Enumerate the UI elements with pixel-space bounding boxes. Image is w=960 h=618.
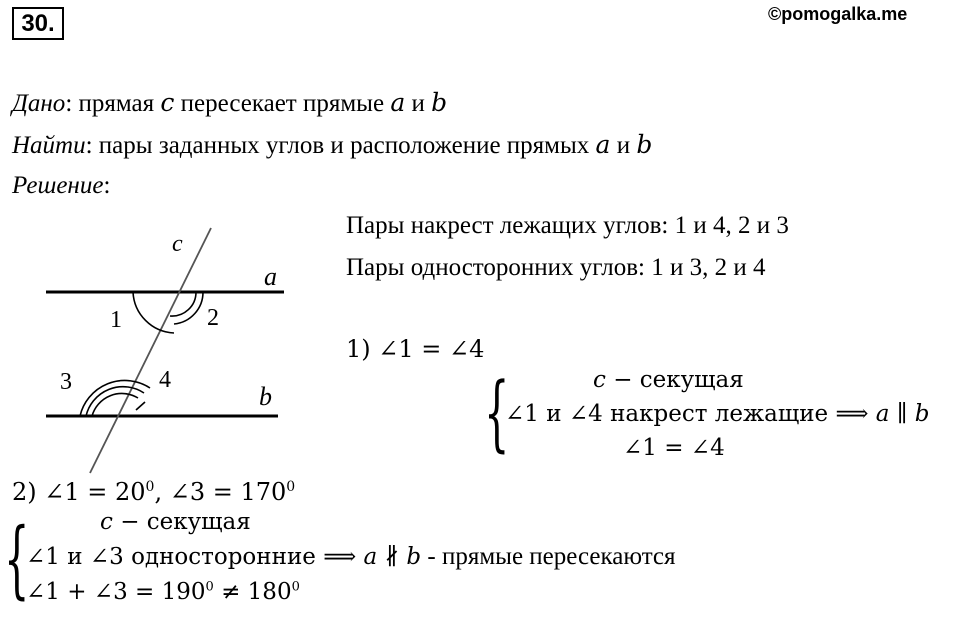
label-angle-2: 2	[207, 305, 219, 331]
case2-line-2	[26, 543, 676, 571]
case2-heading-prefix: 2) ∠1 = 20	[12, 478, 146, 506]
case2-line-3-prefix: ∠1 + ∠3 = 190	[26, 579, 206, 605]
case2-line-1: 𝑐 − секущая	[100, 509, 251, 535]
case2-line-3	[26, 579, 300, 605]
case2-line-2-math: ∠1 и ∠3 односторонние ⟹ 𝑎 ∦ 𝑏	[26, 544, 422, 570]
case2-heading	[12, 478, 295, 506]
angle-4-tick	[136, 402, 145, 410]
pairs-alternate: Пары накрест лежащих углов: 1 и 4, 2 и 3	[346, 212, 789, 239]
label-angle-3: 3	[60, 369, 72, 395]
case1-line-3: ∠1 = ∠4	[623, 435, 725, 461]
find-text-1: : пары заданных углов и расположение прямых	[85, 132, 596, 159]
find-text-2: и	[610, 132, 637, 159]
label-angle-1: 1	[110, 307, 122, 333]
case1-heading: 1) ∠1 = ∠4	[346, 335, 485, 363]
find-label: Найти	[12, 132, 86, 159]
given-label: Дано	[12, 90, 66, 117]
case2-degree-3: 0	[205, 579, 214, 595]
solution-label: Решение	[12, 172, 104, 199]
line-c	[90, 228, 211, 473]
label-angle-4: 4	[159, 367, 171, 393]
given-text-1: : прямая	[65, 90, 161, 117]
watermark: ©pomogalka.me	[768, 4, 908, 24]
find-var-a: a	[595, 130, 611, 159]
given-text-3: и	[405, 90, 432, 117]
solution-line	[12, 172, 110, 200]
case2-line-2-tail: - прямые пересекаются	[421, 543, 676, 570]
label-c: c	[172, 231, 183, 257]
given-text-2: пересекает прямые	[174, 90, 391, 117]
given-var-c: c	[160, 88, 175, 117]
angle-1-arc	[133, 292, 174, 333]
case2-brace: {	[4, 512, 30, 609]
case2-line-3-mid: ≠ 180	[213, 579, 292, 605]
angle-2-arc-outer	[174, 292, 203, 324]
case2-degree-4: 0	[291, 579, 300, 595]
case1-line-2: ∠1 и ∠4 накрест лежащие ⟹ 𝑎 ∥ 𝑏	[505, 401, 930, 427]
problem-number-box: 30.	[12, 7, 64, 40]
label-b: b	[259, 382, 272, 411]
find-line	[12, 130, 652, 160]
label-a: a	[264, 262, 277, 291]
solution-colon: :	[103, 172, 111, 199]
case2-degree-1: 0	[145, 479, 155, 495]
pairs-same-side: Пары односторонних углов: 1 и 3, 2 и 4	[346, 254, 766, 281]
given-line	[12, 88, 447, 118]
angle-3-arc-inner	[92, 393, 138, 416]
angle-3-arc-outer	[80, 380, 150, 416]
case1-brace: {	[484, 367, 510, 462]
case2-degree-2: 0	[286, 479, 296, 495]
case1-line-1: 𝑐 − секущая	[593, 367, 744, 393]
case2-heading-mid: , ∠3 = 170	[154, 478, 287, 506]
find-var-b: b	[636, 130, 653, 159]
given-var-a: a	[390, 88, 406, 117]
given-var-b: b	[431, 88, 448, 117]
geometry-figure	[0, 215, 300, 475]
